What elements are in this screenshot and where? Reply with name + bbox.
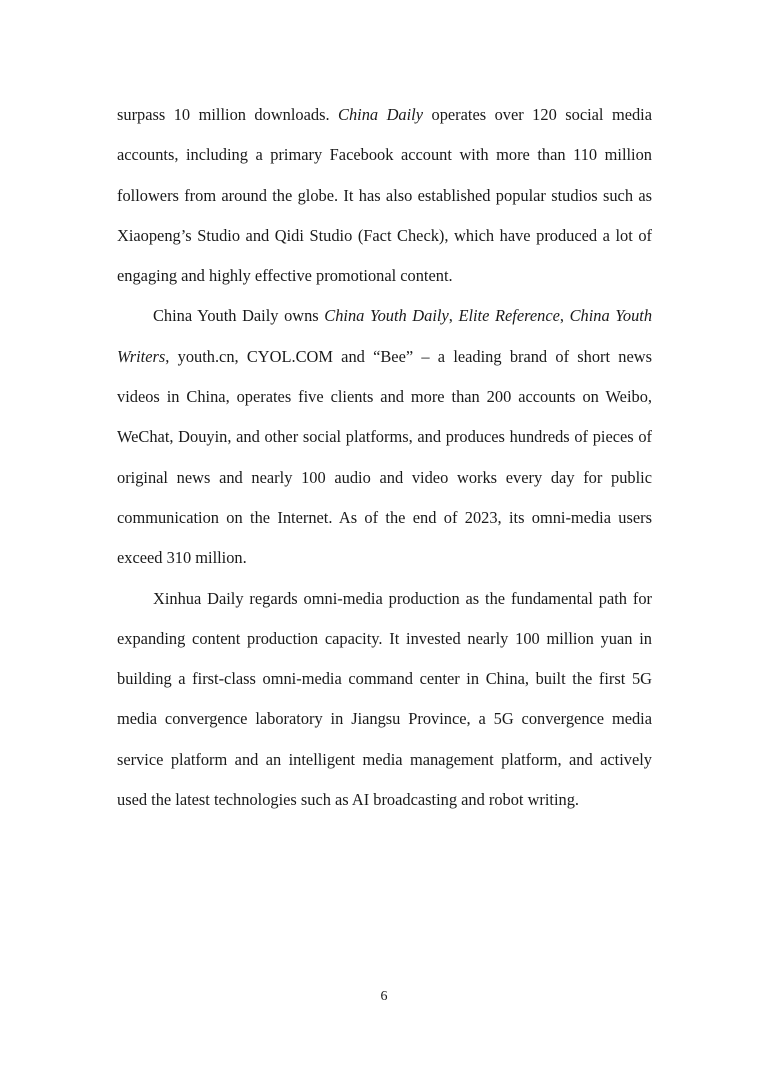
text-run: Xinhua Daily regards omni-media production as the fundamental path for expanding content production capacity. It invested nearly 100 million yuan in building a first-class omni-media command center in China, built the first 5G media convergence laboratory in Jiangsu Province, a 5G convergence media service platform and an intelligent media management platform, and actively used the latest technologies such as AI broadcasting and robot writing. [117, 588, 652, 810]
italic-title-china-daily: China Daily [338, 105, 424, 124]
italic-title-china-youth-daily: China Youth Daily [324, 306, 449, 326]
text-run: surpass 10 million downloads. [117, 105, 339, 124]
text-run: China Youth Daily owns [153, 306, 325, 326]
paragraph-xinhua-daily [117, 579, 652, 821]
paragraph-china-daily [117, 95, 652, 296]
italic-title-china-youth-writers: China Youth Writers [117, 306, 653, 366]
text-run: , [559, 306, 570, 326]
italic-title-elite-reference: Elite Reference [458, 306, 560, 326]
text-run: operates over 120 social media accounts, including a primary Facebook account with more than 110 million followers from around the globe. It has also established popular studios such as Xiaopeng’s Studio and Qidi Studio (Fact Check), which have produced a lot of engaging and highly effective promotional content. [117, 105, 652, 286]
text-run: , [448, 306, 459, 326]
page-number: 6 [380, 989, 388, 1004]
paragraph-china-youth-daily [117, 296, 652, 578]
text-run: , youth.cn, CYOL.COM and “Bee” – a leading brand of short news videos in China, operates five clients and more than 200 accounts on Weibo, WeChat, Douyin, and other social platforms, and produces hundreds of pieces of original news and nearly 100 audio and video works every day for public communication on the Internet. As of the end of 2023, its omni-media users exceed 310 million. [117, 346, 652, 568]
body-text [117, 95, 652, 820]
